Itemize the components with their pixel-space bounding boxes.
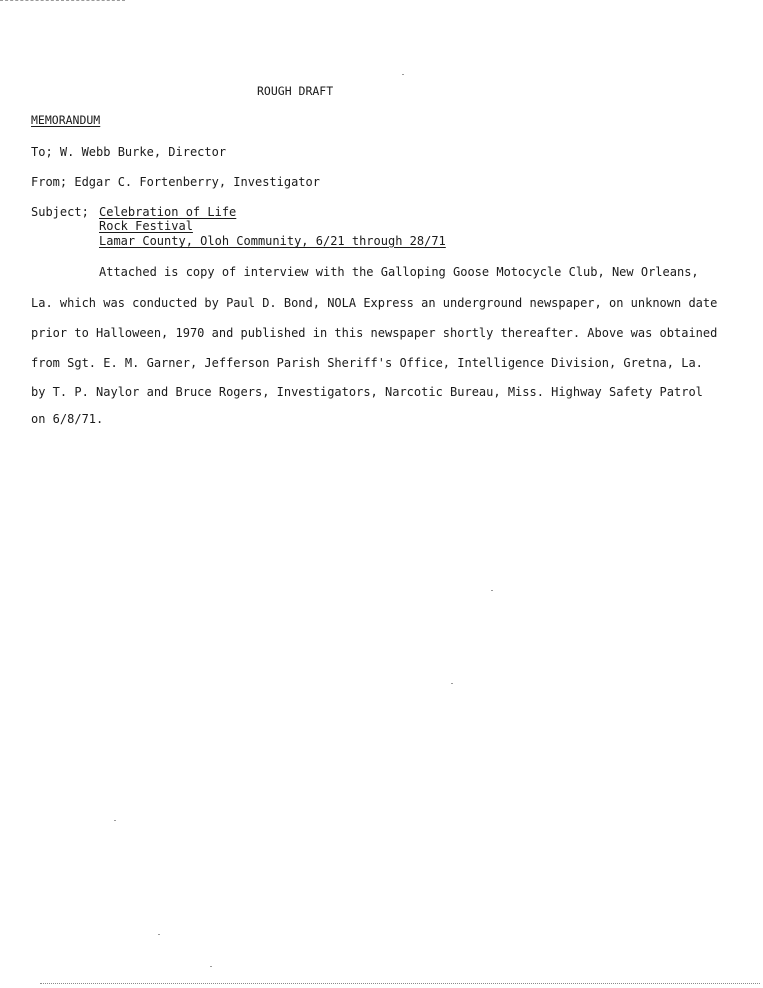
subject-label: Subject; bbox=[31, 205, 89, 219]
scan-speck bbox=[491, 590, 493, 591]
body-line-6: on 6/8/71. bbox=[31, 412, 104, 426]
document-title: ROUGH DRAFT bbox=[257, 84, 334, 98]
subject-line-3: Lamar County, Oloh Community, 6/21 through 28/71 bbox=[99, 234, 446, 248]
scan-speck bbox=[451, 683, 453, 684]
body-line-5: by T. P. Naylor and Bruce Rogers, Investigators, Narcotic Bureau, Miss. Highway Safety Patrol bbox=[31, 385, 703, 399]
scan-artifact-bottom bbox=[40, 983, 760, 986]
memo-heading: MEMORANDUM bbox=[31, 113, 101, 127]
body-line-4: from Sgt. E. M. Garner, Jefferson Parish Sheriff's Office, Intelligence Division, Gretna, La. bbox=[31, 356, 703, 370]
to-line: To; W. Webb Burke, Director bbox=[31, 145, 227, 159]
scan-speck bbox=[402, 74, 404, 75]
scan-speck bbox=[210, 966, 212, 967]
scan-artifact-top bbox=[0, 0, 125, 3]
subject-line-2: Rock Festival bbox=[99, 219, 193, 233]
from-line: From; Edgar C. Fortenberry, Investigator bbox=[31, 175, 320, 189]
scan-speck bbox=[114, 820, 116, 821]
body-line-2: La. which was conducted by Paul D. Bond, NOLA Express an underground newspaper, on unknown date bbox=[31, 296, 718, 310]
subject-line-1: Celebration of Life bbox=[99, 205, 237, 219]
body-line-1: Attached is copy of interview with the Galloping Goose Motocycle Club, New Orleans, bbox=[99, 265, 699, 279]
scan-speck bbox=[158, 934, 160, 935]
body-line-3: prior to Halloween, 1970 and published in this newspaper shortly thereafter. Above was obtained bbox=[31, 326, 718, 340]
